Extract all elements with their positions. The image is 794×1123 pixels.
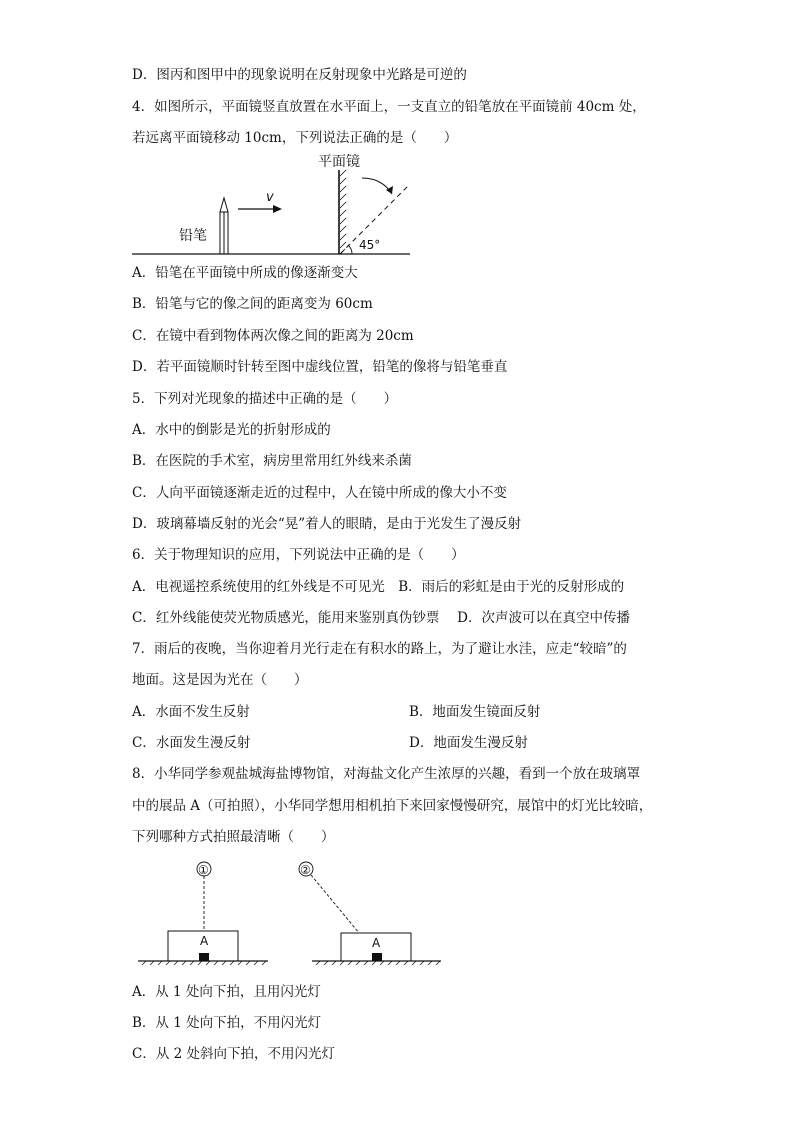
pencil [220,198,228,254]
angle-label: 45° [359,238,381,252]
rotation-arrow [362,178,392,194]
q4-stem-line2: 若远离平面镜移动 10cm，下列说法正确的是（ ） [132,130,458,146]
q7-stem-line2: 地面。这是因为光在（ ） [132,672,308,688]
q5-option-c: C．人向平面镜逐渐走近的过程中，人在镜中所成的像大小不变 [132,485,507,501]
position-2-label: ② [300,863,311,877]
q4-option-c: C．在镜中看到物体两次像之间的距离为 20cm [132,328,414,344]
q7-stem-line1: 7．雨后的夜晚，当你迎着月光行走在有积水的路上，为了避让水洼，应走“较暗”的 [132,641,627,657]
velocity-label: v [266,190,274,205]
q5-stem: 5．下列对光现象的描述中正确的是（ ） [132,391,398,407]
q7-option-a: A．水面不发生反射 [132,704,250,720]
q8-stem-line3: 下列哪种方式拍照最清晰（ ） [132,829,335,845]
q8-option-c: C．从 2 处斜向下拍，不用闪光灯 [132,1046,336,1062]
q6-stem: 6．关于物理知识的应用，下列说法中正确的是（ ） [132,547,465,563]
q6-options-ab: A．电视遥控系统使用的红外线是不可见光 B．雨后的彩虹是由于光的反射形成的 [132,579,625,595]
q8-option-b: B．从 1 处向下拍，不用闪光灯 [132,1015,322,1031]
q4-figure [0,148,794,268]
exhibit-a-1 [199,953,209,961]
q8-option-a: A．从 1 处向下拍，且用闪光灯 [132,984,321,1000]
q7-option-b: B．地面发生镜面反射 [409,704,541,720]
q8-stem-line1: 8．小华同学参观盐城海盐博物馆，对海盐文化产生浓厚的兴趣，看到一个放在玻璃罩 [132,766,641,782]
mirror-hatching [340,170,346,254]
q8-stem-line2: 中的展品 A（可拍照），小华同学想用相机拍下来回家慢慢研究，展馆中的灯光比较暗， [132,798,653,814]
q7-option-c: C．水面发生漫反射 [132,735,251,751]
q4-option-a: A．铅笔在平面镜中所成的像逐渐变大 [132,265,358,281]
q6-options-cd: C．红外线能使荧光物质感光，能用来鉴别真伪钞票 D．次声波可以在真空中传播 [132,610,630,626]
q5-option-b: B．在医院的手术室，病房里常用红外线来杀菌 [132,453,412,469]
q3-option-d: D．图丙和图甲中的现象说明在反射现象中光路是可逆的 [132,67,467,83]
q7-option-d: D．地面发生漫反射 [409,735,528,751]
exhibit-a-2 [372,953,382,961]
q4-option-b: B．铅笔与它的像之间的距离变为 60cm [132,296,373,312]
exhibit-label-1: A [200,934,209,948]
q8-figure [0,855,794,975]
pencil-label: 铅笔 [179,228,207,244]
velocity-arrowhead [273,205,282,213]
angle-arc [348,245,352,254]
position-1-label: ① [198,863,209,877]
q4-option-d: D．若平面镜顺时针转至图中虚线位置，铅笔的像将与铅笔垂直 [132,359,508,375]
q5-option-d: D．玻璃幕墙反射的光会“晃”着人的眼睛，是由于光发生了漫反射 [132,516,522,532]
q4-stem-line1: 4．如图所示，平面镜竖直放置在水平面上，一支直立的铅笔放在平面镜前 40cm 处， [132,99,646,115]
q5-option-a: A．水中的倒影是光的折射形成的 [132,422,331,438]
exhibit-label-2: A [372,936,381,950]
mirror-label: 平面镜 [318,154,360,170]
